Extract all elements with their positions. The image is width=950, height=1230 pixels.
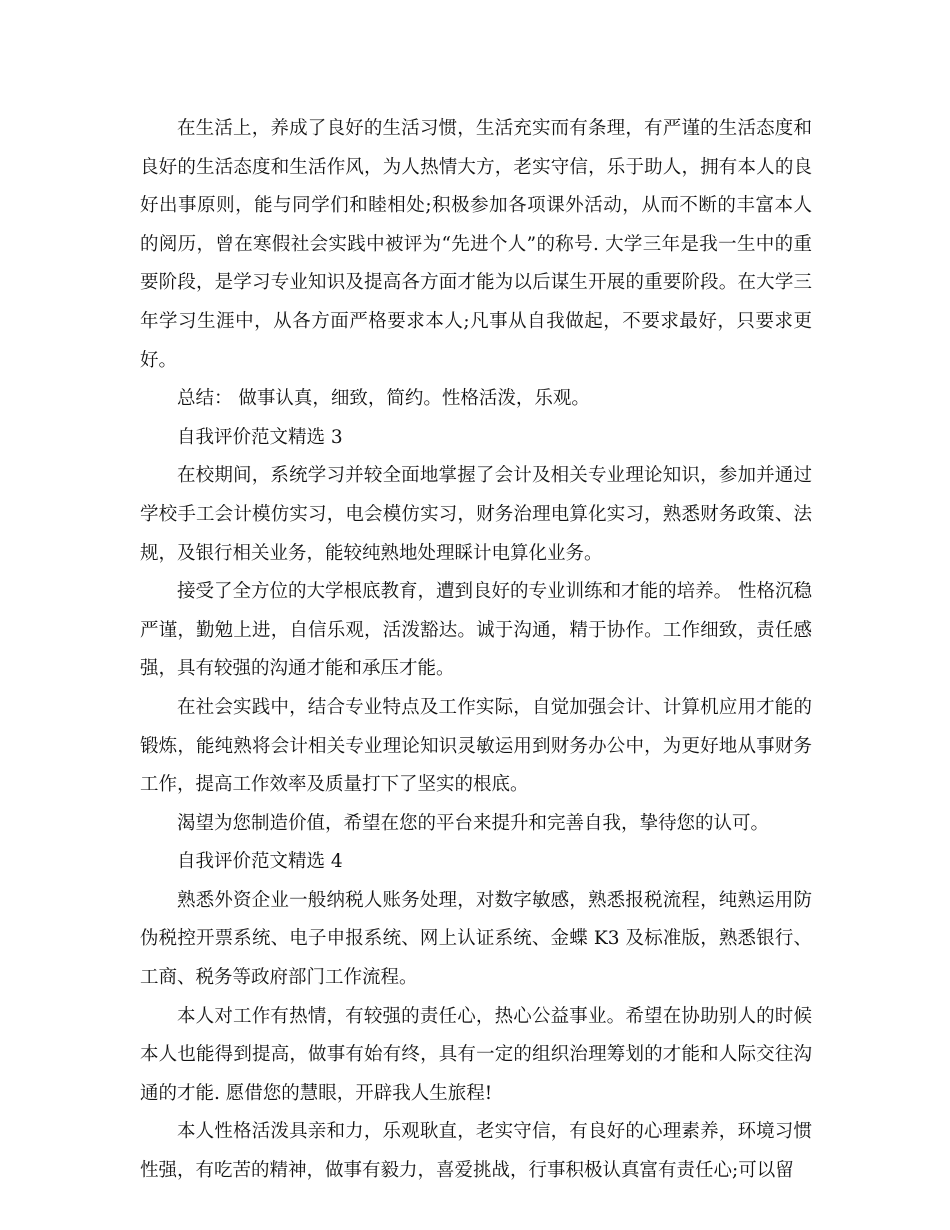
paragraph-work-attitude: 本人对工作有热情，有较强的责任心，热心公益事业。希望在协助别人的时候本人也能得到提高，做事有始有终，具有一定的组织治理筹划的才能和人际交往沟通的才能. 愿借您的慧眼，开辟我人生旅程! — [140, 1005, 812, 1104]
section-heading-3: 自我评价范文精选 3 — [177, 426, 343, 448]
paragraph-life-habits: 在生活上，养成了良好的生活习惯，生活充实而有条理，有严谨的生活态度和良好的生活态度和生活作风，为人热情大方，老实守信，乐于助人，拥有本人的良好出事原则，能与同学们和睦相处;积极参加各项课外活动，从而不断的丰富本人的阅历，曾在寒假社会实践中被评为“先进个人”的称号. 大学三年是我一生中的重要阶段，是学习专业知识及提高各方面才能为以后谋生开展的重要阶段。在大学三年学习生涯中，从各方面严格要求本人;凡事从自我做起，不要求最好，只要求更好。 — [140, 118, 812, 371]
document-body — [140, 110, 812, 1191]
paragraph-education: 接受了全方位的大学根底教育，遭到良好的专业训练和才能的培养。 性格沉稳严谨，勤勉上进，自信乐观，活泼豁达。诚于沟通，精于协作。工作细致，责任感强，具有较强的沟通才能和承压才能。 — [140, 581, 812, 680]
paragraph-accounting-skills: 熟悉外资企业一般纳税人账务处理，对数字敏感，熟悉报税流程，纯熟运用防伪税控开票系统、电子申报系统、网上认证系统、金蝶 K3 及标准版，熟悉银行、工商、税务等政府部门工作流程。 — [140, 889, 812, 989]
paragraph-summary: 总结： 做事认真，细致，简约。性格活泼，乐观。 — [177, 388, 590, 410]
paragraph-school-period: 在校期间，系统学习并较全面地掌握了会计及相关专业理论知识，参加并通过学校手工会计模仿实习，电会模仿实习，财务治理电算化实习，熟悉财务政策、法规，及银行相关业务，能较纯熟地处理睬计电算化业务。 — [140, 465, 812, 564]
paragraph-aspiration: 渴望为您制造价值，希望在您的平台来提升和完善自我，挚待您的认可。 — [177, 812, 770, 834]
section-heading-4: 自我评价范文精选 4 — [177, 851, 343, 873]
paragraph-social-practice: 在社会实践中，结合专业特点及工作实际，自觉加强会计、计算机应用才能的锻炼，能纯熟将会计相关专业理论知识灵敏运用到财务办公中，为更好地从事财务工作，提高工作效率及质量打下了坚实的根底。 — [140, 696, 812, 796]
paragraph-personality: 本人性格活泼具亲和力，乐观耿直，老实守信，有良好的心理素养，环境习惯性强，有吃苦的精神，做事有毅力，喜爱挑战，行事积极认真富有责任心;可以留 — [140, 1121, 812, 1182]
